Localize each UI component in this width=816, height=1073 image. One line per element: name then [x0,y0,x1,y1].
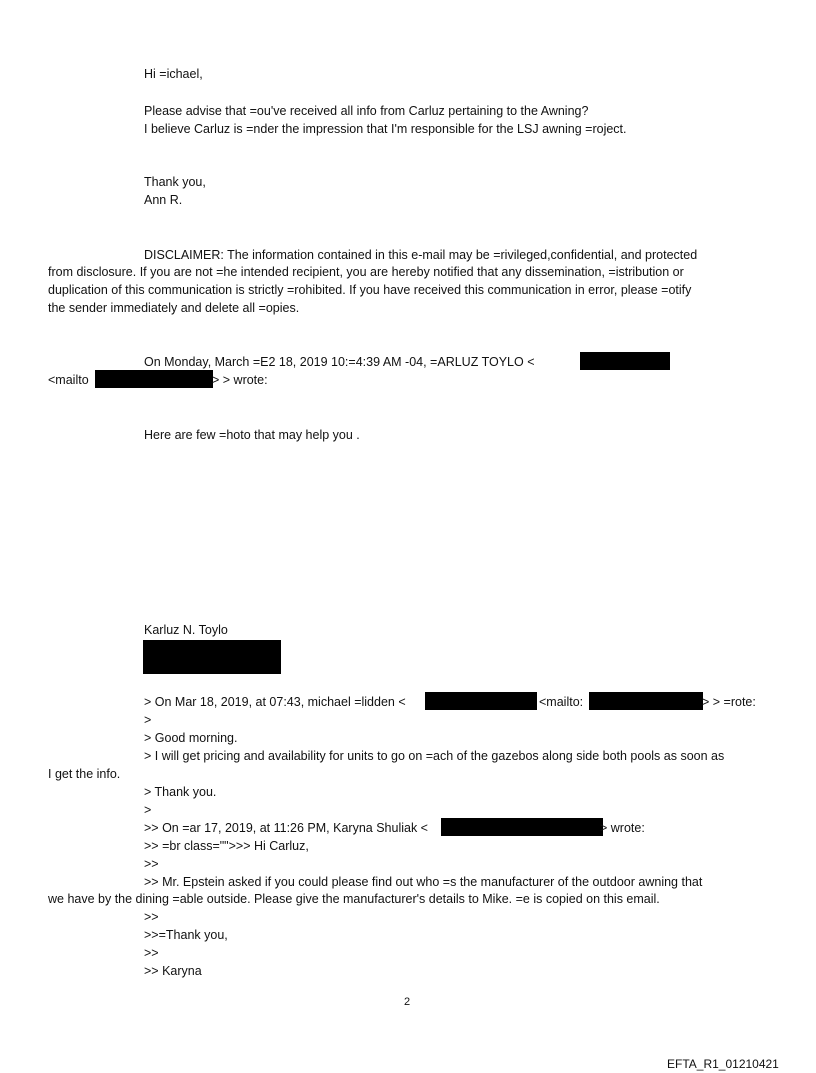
signoff-name: Ann R. [144,193,183,207]
body-line-2: I believe Carluz is =nder the impression that I'm responsible for the LSJ awning =roject. [144,122,627,136]
redaction-box [95,370,213,388]
thread-line-5: I get the info. [48,767,121,781]
thread-line-16: >> Karyna [144,964,202,978]
body-line-1: Please advise that =ou've received all info from Carluz pertaining to the Awning? [144,104,589,118]
quote-header-wrote: > > wrote: [212,373,268,387]
quote-header-line-1: On Monday, March =E2 18, 2019 10:=4:39 AM -04, =ARLUZ TOYLO < [144,355,535,369]
thread-line-15: >> [144,946,159,960]
disclaimer-line-1: DISCLAIMER: The information contained in this e-mail may be =rivileged,confidential, and protected [144,248,698,262]
thread-line-12: we have by the dining =able outside. Please give the manufacturer's details to Mike. =e is copied on this email. [48,892,660,906]
thread-line-4: > I will get pricing and availability for units to go on =ach of the gazebos along side both pools as soon as [144,749,725,763]
redaction-box [441,818,603,836]
thread-line-10: >> [144,857,159,871]
thread-line-1: > On Mar 18, 2019, at 07:43, michael =lidden < [144,695,406,709]
thread-line-7: > [144,803,152,817]
signature-name: Karluz N. Toylo [144,623,228,637]
thread-line-1-rote: > > =rote: [702,695,756,709]
redaction-box [589,692,703,710]
greeting-text: Hi =ichael, [144,67,203,81]
disclaimer-line-4: the sender immediately and delete all =opies. [48,301,300,315]
thread-line-6: > Thank you. [144,785,217,799]
quote-header-mailto: <mailto [48,373,89,387]
thread-line-11: >> Mr. Epstein asked if you could please find out who =s the manufacturer of the outdoor awning that [144,875,703,889]
document-id: EFTA_R1_01210421 [667,1057,779,1071]
quote-body: Here are few =hoto that may help you . [144,428,360,442]
thread-line-2: > [144,713,152,727]
redaction-box [425,692,537,710]
signoff-thanks: Thank you, [144,175,206,189]
thread-line-8: >> On =ar 17, 2019, at 11:26 PM, Karyna Shuliak < [144,821,428,835]
redaction-box [580,352,670,370]
thread-line-3: > Good morning. [144,731,238,745]
thread-line-9: >> =br class="">>> Hi Carluz, [144,839,309,853]
disclaimer-line-2: from disclosure. If you are not =he intended recipient, you are hereby notified that any dissemination, =istribution or [48,265,684,279]
page-number: 2 [404,996,411,1008]
thread-line-13: >> [144,910,159,924]
thread-line-1-mailto: <mailto: [539,695,584,709]
disclaimer-line-3: duplication of this communication is strictly =rohibited. If you have received this communication in error, please =otify [48,283,692,297]
thread-line-8-wrote: > wrote: [600,821,645,835]
thread-line-14: >>=Thank you, [144,928,228,942]
redaction-box [143,640,281,674]
